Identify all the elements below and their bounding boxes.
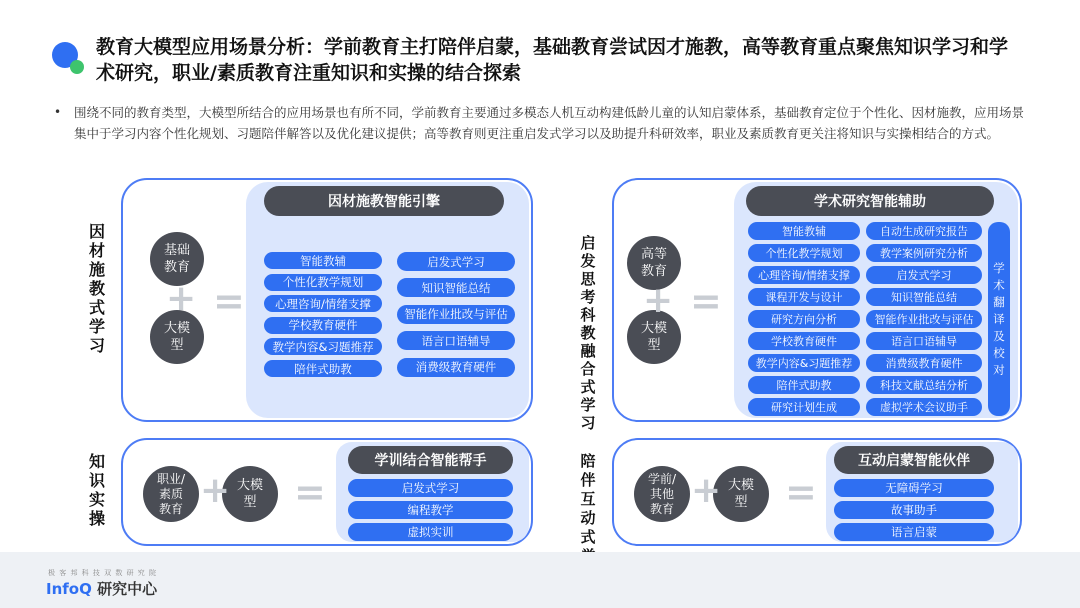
panel3-plus: + (200, 470, 231, 511)
feature-pill: 心理咨询/情绪支撑 (264, 295, 382, 312)
feature-pill: 编程教学 (348, 501, 513, 519)
feature-pill: 知识智能总结 (397, 278, 515, 297)
panel4-equals: = (785, 470, 817, 514)
panel1-circle-model: 大模 型 (150, 310, 204, 364)
panel2-circle-model: 大模 型 (627, 310, 681, 364)
feature-pill: 消费级教育硬件 (397, 358, 515, 377)
panel4-plus: + (691, 470, 722, 511)
feature-pill: 消费级教育硬件 (866, 354, 982, 372)
feature-pill: 陪伴式助教 (264, 360, 382, 377)
feature-pill: 研究计划生成 (748, 398, 860, 416)
panel2-equals: = (690, 279, 722, 323)
feature-pill: 个性化教学规划 (748, 244, 860, 262)
panel3-circle-model: 大模 型 (222, 466, 278, 522)
footer-brand-b: 研究中心 (91, 580, 158, 598)
feature-pill: 学校教育硬件 (264, 317, 382, 334)
feature-pill: 智能作业批改与评估 (397, 305, 515, 324)
footer-brand-a: InfoQ (46, 580, 92, 598)
feature-pill: 启发式学习 (348, 479, 513, 497)
bullet-icon: • (54, 105, 62, 119)
panel1-circle-education: 基础 教育 (150, 232, 204, 286)
logo-dots (48, 42, 88, 82)
feature-pill: 故事助手 (834, 501, 994, 519)
panel4-header: 互动启蒙智能伙伴 (834, 446, 994, 474)
intro-paragraph: 围绕不同的教育类型，大模型所结合的应用场景也有所不同，学前教育主要通过多模态人机互动构建低龄儿童的认知启蒙体系，基础教育定位于个性化、因材施教，应用场景集中于学习内容个性化规划、习题陪伴解答以及优化建议提供；高等教育则更注重启发式学习以及助提升科研效率，职业及素质教育更关注将知识与实操相结合的方式。 (74, 105, 1025, 141)
panel3-equals: = (294, 470, 326, 514)
feature-pill: 启发式学习 (397, 252, 515, 271)
panel1-label: 因材施教式学习 (88, 222, 105, 355)
panel2-circle-education: 高等 教育 (627, 236, 681, 290)
panel1-header: 因材施教智能引擎 (264, 186, 504, 216)
panel1-equals: = (213, 279, 245, 323)
feature-pill: 课程开发与设计 (748, 288, 860, 306)
page-title: 教育大模型应用场景分析：学前教育主打陪伴启蒙，基础教育尝试因才施教，高等教育重点聚焦知识学习和学术研究，职业/素质教育注重知识和实操的结合探索 (96, 36, 1009, 84)
feature-pill: 知识智能总结 (866, 288, 982, 306)
feature-pill: 语言口语辅导 (397, 331, 515, 350)
feature-pill: 学校教育硬件 (748, 332, 860, 350)
feature-pill: 启发式学习 (866, 266, 982, 284)
panel2-vertical-label: 学术翻译及校对 (993, 260, 1005, 377)
panel4-label: 陪伴互动式 (580, 452, 596, 546)
feature-pill: 智能教辅 (264, 252, 382, 269)
panel3-header: 学训结合智能帮手 (348, 446, 513, 474)
panel2-header: 学术研究智能辅助 (746, 186, 994, 216)
footer-logo (46, 578, 157, 599)
feature-pill: 科技文献总结分析 (866, 376, 982, 394)
feature-pill: 个性化教学规划 (264, 274, 382, 291)
feature-pill: 语言口语辅导 (866, 332, 982, 350)
panel2-label: 启发思考科教融合式学习 (580, 234, 596, 432)
feature-pill: 虚拟学术会议助手 (866, 398, 982, 416)
feature-pill: 研究方向分析 (748, 310, 860, 328)
feature-pill: 教学案例研究分析 (866, 244, 982, 262)
feature-pill: 教学内容&习题推荐 (264, 338, 382, 355)
panel3-circle-education: 职业/ 素质 教育 (143, 466, 199, 522)
panel2-plus: + (643, 280, 674, 321)
feature-pill: 心理咨询/情绪支撑 (748, 266, 860, 284)
green-dot-icon (70, 60, 84, 74)
feature-pill: 智能教辅 (748, 222, 860, 240)
feature-pill: 自动生成研究报告 (866, 222, 982, 240)
panel3-label: 知识实操 (88, 452, 105, 528)
panel2-vertical-pill (988, 222, 1010, 416)
panel4-circle-education: 学前/ 其他 教育 (634, 466, 690, 522)
feature-pill: 陪伴式助教 (748, 376, 860, 394)
feature-pill: 智能作业批改与评估 (866, 310, 982, 328)
feature-pill: 无障碍学习 (834, 479, 994, 497)
panel1-plus: + (166, 278, 197, 319)
feature-pill: 教学内容&习题推荐 (748, 354, 860, 372)
feature-pill: 虚拟实训 (348, 523, 513, 541)
footer-bar (0, 552, 1080, 608)
panel4-circle-model: 大模 型 (713, 466, 769, 522)
footer-subtitle: 极 客 邦 科 技 双 数 研 究 院 (48, 569, 158, 577)
feature-pill: 语言启蒙 (834, 523, 994, 541)
